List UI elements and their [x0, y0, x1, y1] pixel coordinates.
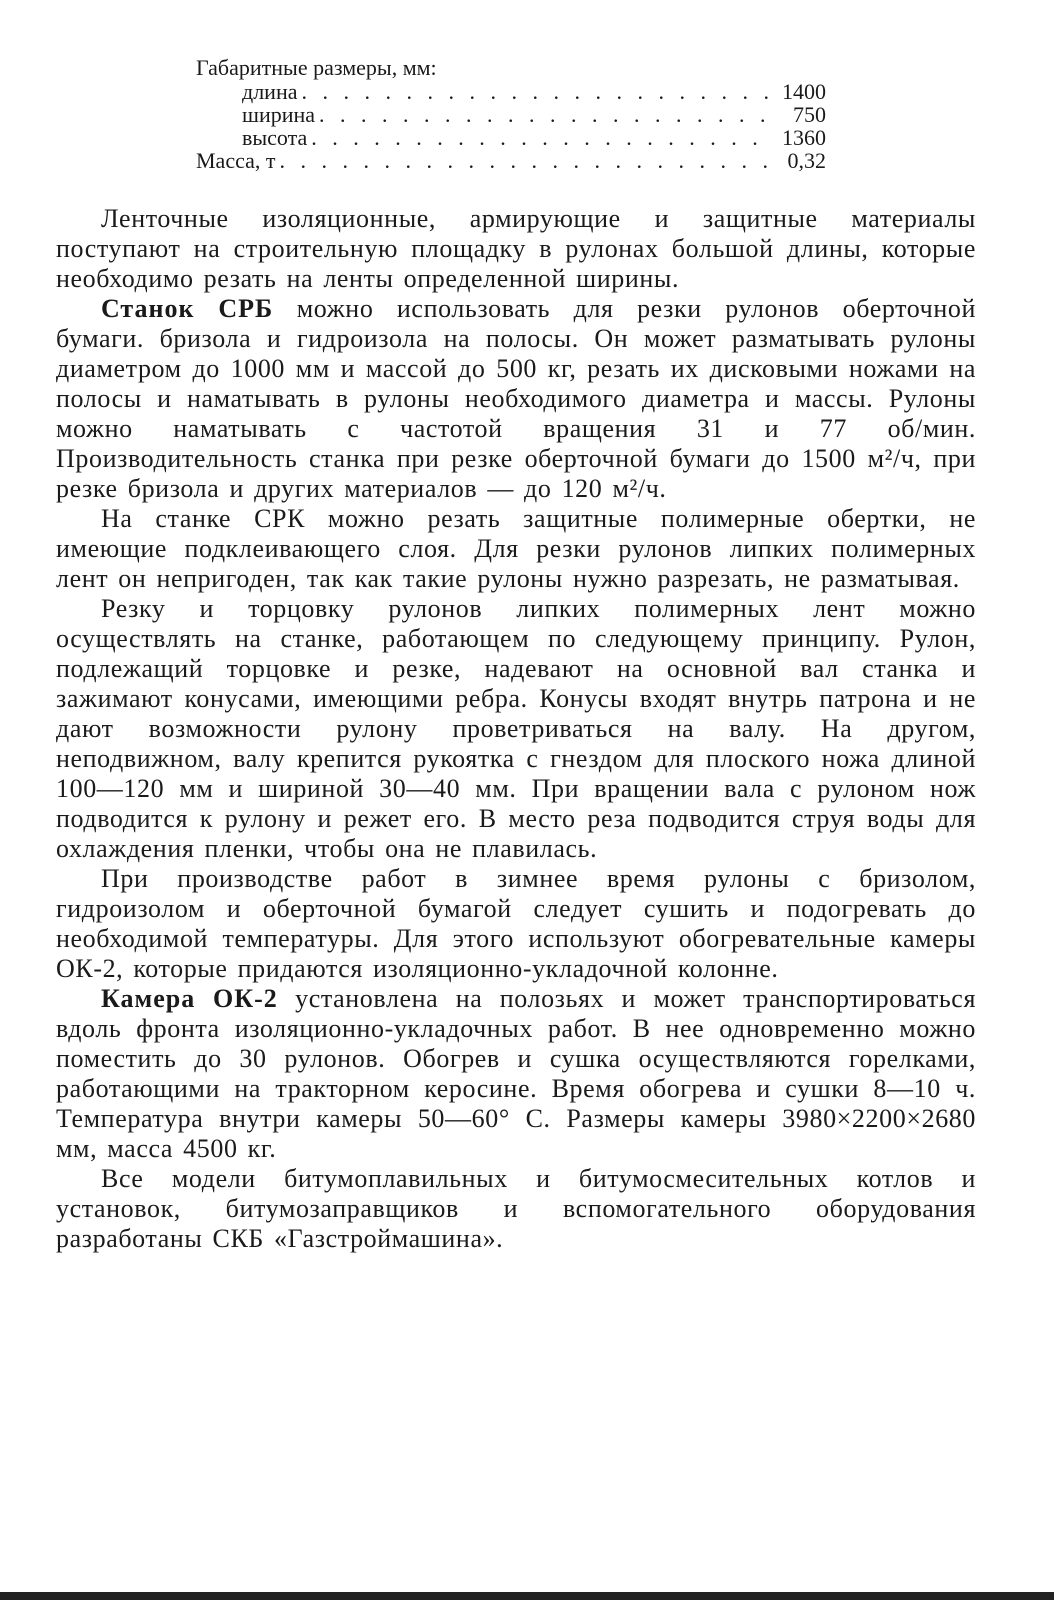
spec-label: высота	[242, 125, 308, 150]
spec-row-width	[196, 103, 826, 126]
paragraph-4: Резку и торцовку рулонов липких полимерных лент можно осуществлять на станке, работающем по следующему принципу. Рулон, подлежащий торцовке и резке, надевают на основной вал станка и зажимают конусами, имеющими ребра. Конусы входят внутрь патрона и не дают возможности рулону проветриваться на валу. На другом, неподвижном, валу крепится рукоятка с гнездом для плоского ножа длиной 100—120 мм и шириной 30—40 мм. При вращении вала с рулоном нож подводится к рулону и режет его. В место реза подводится струя воды для охлаждения пленки, чтобы она не плавилась.	[56, 594, 976, 863]
scan-bottom-edge	[0, 1592, 1054, 1600]
spec-row-mass	[196, 149, 826, 172]
spec-label: Масса, т	[196, 148, 276, 173]
body-text	[56, 204, 976, 1254]
paragraph-2	[56, 294, 976, 504]
leader-dots	[319, 103, 772, 126]
spec-row-length	[196, 80, 826, 103]
spec-label: длина	[242, 79, 298, 104]
spec-value: 0,32	[787, 148, 826, 173]
paragraph-7: Все модели битумоплавильных и битумосмесительных котлов и установок, битумозаправщиков и вспомогательного оборудования разработаны СКБ «Газстроймашина».	[56, 1164, 976, 1253]
paragraph-3: На станке СРК можно резать защитные полимерные обертки, не имеющие подклеивающего слоя. Для резки рулонов липких полимерных лент он непригоден, так как такие рулоны нужно разрезать, не разматывая.	[56, 504, 976, 593]
paragraph-6-lead: Камера ОК-2	[101, 984, 278, 1013]
spec-value: 750	[793, 102, 826, 127]
spec-value: 1400	[782, 79, 826, 104]
spec-row-height	[196, 126, 826, 149]
paragraph-6	[56, 984, 976, 1164]
leader-dots	[301, 80, 772, 103]
paragraph-2-text: можно использовать для резки рулонов оберточной бумаги. бризола и гидроизола на полосы. Он может разматывать рулоны диаметром до 1000 мм и массой до 500 кг, резать их дисковыми ножами на полосы и наматывать в рулоны необходимого диаметра и массы. Рулоны можно наматывать с частотой вращения 31 и 77 об/мин. Производительность станка при резке оберточной бумаги до 1500 м²/ч, при резке бризола и других материалов — до 120 м²/ч.	[56, 294, 976, 503]
spec-heading: Габаритные размеры, мм:	[196, 55, 437, 80]
spec-label: ширина	[242, 102, 316, 127]
paragraph-6-text: установлена на полозьях и может транспортироваться вдоль фронта изоляционно-укладочных работ. В нее одновременно можно поместить до 30 рулонов. Обогрев и сушка осуществляются горелками, работающими на тракторном керосине. Время обогрева и сушки 8—10 ч. Температура внутри камеры 50—60° С. Размеры камеры 3980×2200×2680 мм, масса 4500 кг.	[56, 984, 976, 1163]
spec-table	[196, 56, 826, 172]
paragraph-2-lead: Станок СРБ	[101, 294, 274, 323]
leader-dots	[280, 149, 772, 172]
paragraph-5: При производстве работ в зимнее время рулоны с бризолом, гидроизолом и оберточной бумагой следует сушить и подогревать до необходимой температуры. Для этого используют обогревательные камеры ОК-2, которые придаются изоляционно-укладочной колонне.	[56, 864, 976, 983]
spec-value: 1360	[782, 125, 826, 150]
paragraph-1: Ленточные изоляционные, армирующие и защитные материалы поступают на строительную площадку в рулонах большой длины, которые необходимо резать на ленты определенной ширины.	[56, 204, 976, 293]
leader-dots	[311, 126, 772, 149]
